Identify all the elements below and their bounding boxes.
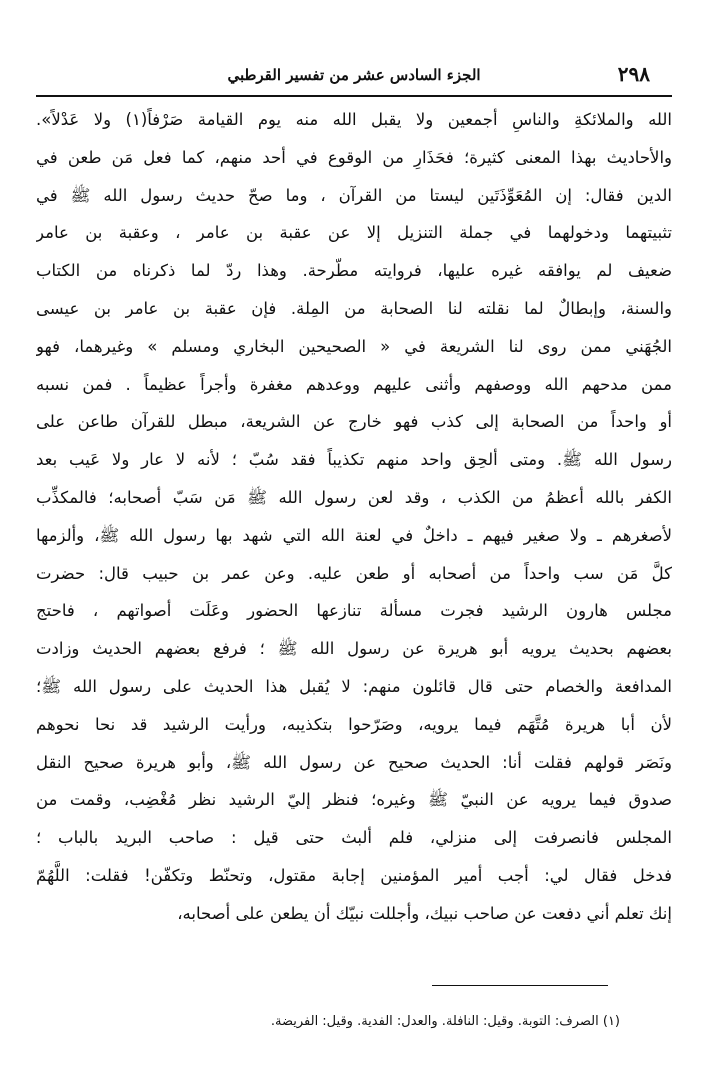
text-line: ممن مدحهم الله ووصفهم وأثنى عليهم ووعدهم مغفرة وأجراً عظيماً . فمن نسبه: [36, 374, 672, 394]
header-rule: [36, 95, 672, 97]
text-line: الكفر بالله أعظمُ من الكذب ، وقد لعن رسول الله ﷺ مَن سَبّ أصحابه؛ فالمكذِّب: [36, 487, 672, 507]
text-line: بعضهم بحديث يرويه أبو هريرة عن رسول الله ﷺ ؛ فرفع بعضهم الحديث وزادت: [36, 639, 672, 659]
text-line: مجلس هارون الرشيد فجرت مسألة تنازعها الحضور وعَلَت أصواتهم ، فاحتج: [36, 601, 672, 621]
page-number: ٢٩٨: [617, 62, 650, 86]
text-line: رسول الله ﷺ. ومتى ألحِق واحد منهم تكذيباً فقد سُبّ ؛ لأنه لا عار ولا عَيب بعد: [36, 450, 672, 470]
text-line: الدين فقال: إن المُعَوِّذَتَين ليستا من القرآن ، وما صحّ حديث رسول الله ﷺ في: [36, 185, 672, 205]
text-line: ونَصَر قولهم فقلت أنا: الحديث صحيح عن رسول الله ﷺ، وأبو هريرة صحيح النقل: [36, 752, 672, 772]
text-line: المدافعة والخصام حتى قال قائلون منهم: لا يُقبل هذا الحديث على رسول الله ﷺ؛: [36, 676, 672, 696]
text-line: والأحاديث بهذا المعنى كثيرة؛ فحَذَارِ من الوقوع في أحد منهم، كما فعل مَن طعن في: [36, 147, 672, 167]
text-line: لأصغرهم ـ ولا صغير فيهم ـ داخلٌ في لعنة الله التي شهد بها رسول الله ﷺ، وألزمها: [36, 525, 672, 545]
text-line: فدخل فقال لي: أجب أمير المؤمنين إجابة مقتول، وتحنّط وتكفّن! فقلت: اللَّهُمّ: [36, 865, 672, 885]
text-line: الله والملائكةِ والناسِ أجمعين ولا يقبل الله منه يوم القيامة صَرْفاً(١) ولا عَدْلاً».: [36, 110, 672, 129]
footnote: (١) الصرف: التوبة. وقيل: النافلة. والعدل: الفدية. وقيل: الفريضة.: [270, 1014, 620, 1029]
text-line: إنك تعلم أني دفعت عن صاحب نبيك، وأجللت نبيّك أن يطعن على أصحابه،: [177, 903, 672, 923]
text-line: صدوق فيما يرويه عن النبيّ ﷺ وغيره؛ فنظر إليّ الرشيد نظر مُغْضِب، وقمت من: [36, 790, 672, 810]
text-line: أو واحداً من الصحابة إلى كذب فهو خارج عن الشريعة، مبطل للقرآن طاعن على: [36, 412, 672, 432]
text-line: ضعيف لم يوافقه غيره عليها، فروايته مطّرحة. وهذا ردّ لما ذكرناه من الكتاب: [36, 261, 672, 281]
text-line: تثبيتهما ودخولهما في جملة التنزيل إلا عن عقبة بن عامر ، وعقبة بن عامر: [36, 223, 672, 243]
text-line: المجلس فانصرفت إلى منزلي، فلم ألبث حتى قيل : صاحب البريد بالباب ؛: [36, 828, 672, 848]
body-text: [36, 101, 672, 933]
text-line: لأن أبا هريرة مُتَّهَم فيما يرويه، وصَرّحوا بتكذيبه، ورأيت الرشيد قد نحا نحوهم: [36, 714, 672, 734]
text-line: والسنة، وإبطالٌ لما نقلته لنا الصحابة من المِلة. فإن عقبة بن عامر بن عيسى: [36, 298, 672, 318]
running-title: الجزء السادس عشر من تفسير القرطبي: [227, 66, 481, 84]
page-header: [36, 58, 672, 94]
text-line: الجُهَني ممن روى لنا الشريعة في « الصحيحين البخاري ومسلم » وغيرهما، فهو: [36, 336, 672, 356]
footnote-rule: [432, 985, 608, 986]
text-line: كلَّ مَن سب واحداً من أصحابه أو طعن عليه. وعن عمر بن حبيب قال: حضرت: [36, 563, 672, 583]
